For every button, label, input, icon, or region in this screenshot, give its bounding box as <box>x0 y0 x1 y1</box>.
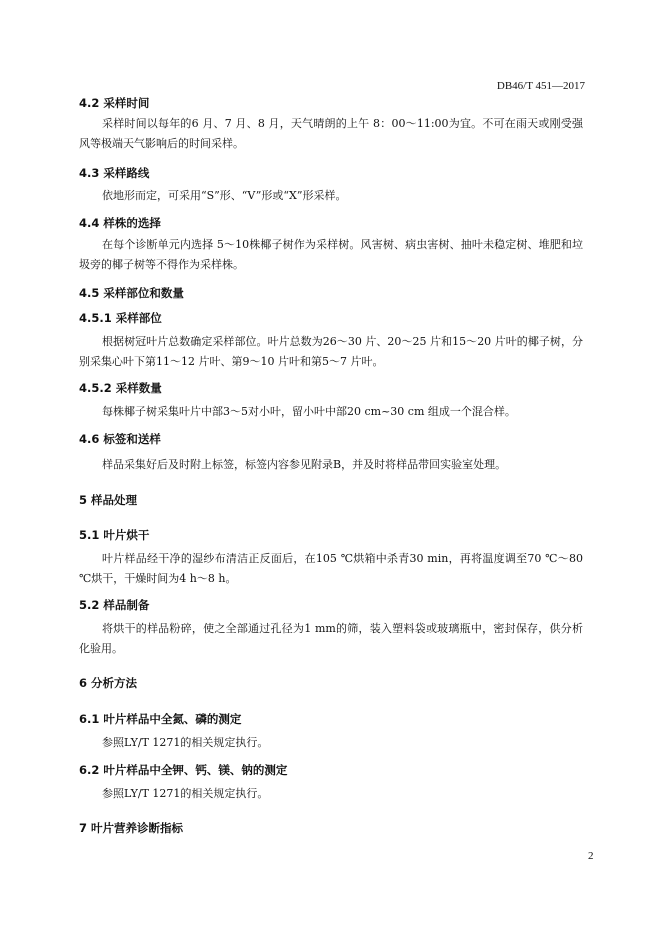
paragraph-6-2: 参照LY/T 1271的相关规定执行。 <box>102 787 269 800</box>
heading-4-5-2: 4.5.2 采样数量 <box>79 381 162 395</box>
heading-6: 6 分析方法 <box>79 676 138 690</box>
heading-6-2: 6.2 叶片样品中全钾、钙、镁、钠的测定 <box>79 763 288 777</box>
standard-code: DB46/T 451—2017 <box>496 80 585 92</box>
paragraph-4-6: 样品采集好后及时附上标签，标签内容参见附录B，并及时将样品带回实验室处理。 <box>102 458 507 471</box>
paragraph-5-1: 叶片样品经干净的湿纱布清洁正反面后，在105 ℃烘箱中杀青30 min，再将温度调至70 ℃～80 ℃烘干，干燥时间为4 h～8 h。 <box>79 552 583 585</box>
heading-7: 7 叶片营养诊断指标 <box>79 821 184 835</box>
heading-4-6: 4.6 标签和送样 <box>79 432 161 446</box>
heading-4-4: 4.4 样株的选择 <box>79 216 161 230</box>
paragraph-5-2: 将烘干的样品粉碎，使之全部通过孔径为1 mm的筛，装入塑料袋或玻璃瓶中，密封保存，供分析化验用。 <box>79 622 583 655</box>
heading-6-1: 6.1 叶片样品中全氮、磷的测定 <box>79 712 242 726</box>
heading-5-1: 5.1 叶片烘干 <box>79 528 150 542</box>
heading-5: 5 样品处理 <box>79 493 138 507</box>
paragraph-4-5-1: 根据树冠叶片总数确定采样部位。叶片总数为26～30 片、20～25 片和15～20 片叶的椰子树，分别采集心叶下第11～12 片叶、第9～10 片叶和第5～7 片叶。 <box>79 335 583 368</box>
paragraph-4-2: 采样时间以每年的6 月、7 月、8 月，天气晴朗的上午 8：00～11:00为宜。不可在雨天或刚受强风等极端天气影响后的时间采样。 <box>79 117 583 150</box>
heading-4-5: 4.5 采样部位和数量 <box>79 286 184 300</box>
paragraph-4-3: 依地形而定，可采用“S”形、“V”形或“X”形采样。 <box>102 189 347 202</box>
heading-4-2: 4.2 采样时间 <box>79 96 150 110</box>
heading-5-2: 5.2 样品制备 <box>79 598 150 612</box>
paragraph-6-1: 参照LY/T 1271的相关规定执行。 <box>102 736 269 749</box>
paragraph-4-5-2: 每株椰子树采集叶片中部3～5对小叶，留小叶中部20 cm~30 cm 组成一个混合样。 <box>102 405 516 418</box>
paragraph-4-4: 在每个诊断单元内选择 5～10株椰子树作为采样树。风害树、病虫害树、抽叶未稳定树、堆肥和垃圾旁的椰子树等不得作为采样株。 <box>79 238 583 271</box>
heading-4-5-1: 4.5.1 采样部位 <box>79 311 162 325</box>
heading-4-3: 4.3 采样路线 <box>79 166 150 180</box>
page-number: 2 <box>588 850 594 862</box>
